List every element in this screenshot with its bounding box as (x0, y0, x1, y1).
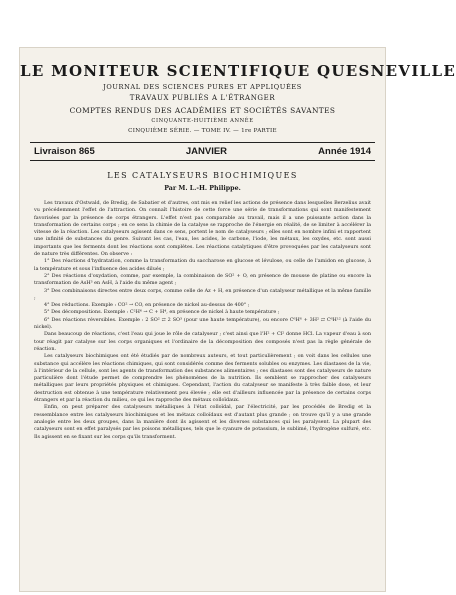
paragraph: 2° Des réactions d'oxydation, comme, par exemple, la combinaison de SO² + O, en présence de mousse de platine ou encore la transformation de AsH³ en AsH, à l'aide du même agent ; (34, 272, 371, 287)
issue-month: JANVIER (185, 146, 228, 157)
journal-title: LE MONITEUR SCIENTIFIQUE QUESNEVILLE (20, 62, 456, 80)
issue-info-bar (20, 143, 385, 160)
masthead (20, 48, 456, 134)
paragraph: 6° Des réactions réversibles. Exemple : 2 SO² ⇄ 2 SO³ (pour une haute température), ou encore C⁶H⁶ + 3H² ⇄ C⁶H¹² (à l'aide du nickel). (34, 316, 371, 331)
journal-year-line: CINQUANTE-HUITIÈME ANNÉE (151, 118, 254, 124)
divider-bottom (30, 160, 375, 161)
paragraph: 5° Des décompositions. Exemple : C²H⁶ → C + H⁴, en présence de nickel à haute température ; (44, 309, 280, 316)
paragraph: 4° Des réductions. Exemple : CO² → CO, en présence de nickel au-dessus de 400° ; (44, 302, 250, 309)
issue-year: Année 1914 (318, 146, 371, 157)
paragraph: Enfin, on peut préparer des catalyseurs métalliques à l'état colloïdal, par l'électricité, par les procédés de Bredig et la ressemblance entre les catalyseurs biochimiques et les métaux colloïdaux est d'autant plus grande ; on trouve qu'il y a une grande analogie entre les deux groupes, dans la manière dont ils agissent et les diverses substances qui les paralysent. La plupart des catalyseurs sont en effet paralysés par les poisons métalliques, tels que le cyanure de potassium, le sublimé, l'hydrogène sulfuré, etc. Ils agissent en se fixant sur les corps qu'ils transforment. (34, 404, 371, 440)
paragraph: Les travaux d'Ostwald, de Bredig, de Sabatier et d'autres, ont mis en relief les actions de présence dans lesquelles Berzelius avait vu précédemment l'effet de l'attraction. On connaît l'histoire de cette force une série de transformations qui sont manifestement favorisées par la présence de corps étrangers. L'effet n'est pas comparable au travail, mais il a une puissante action dans la transformation de certains corps ; en ce sens la chimie de la catalyse se rapproche de l'énergie en réalité, de se limiter à accélérer la vitesse de la réaction. Les catalyseurs agissent dans ce sens, portent le nom de catalyseurs ; elles sont en nombre infini et rapportent une infinité de substances du genre. Suivant les cas, l'eau, les acides, le carbone, l'iode, les métaux, les oxydes, etc. sont aussi importants que les ferments dont les réactions sont complètes. Les réactions catalytiques d'être provoquées par les catalyseurs sont de nature très différentes. On observe : (34, 200, 371, 258)
paragraph: 3° Des combinaisons directes entre deux corps, comme celle de Az + H, en présence d'un catalyseur métallique et la même famille ; (34, 287, 371, 301)
issue-number: Livraison 865 (34, 146, 95, 157)
journal-subtitle: JOURNAL DES SCIENCES PURES ET APPLIQUÉES (103, 83, 302, 91)
journal-series-line: CINQUIÈME SÉRIE. — TOME IV. — 1re PARTIE (128, 128, 277, 134)
journal-subtitle-2: TRAVAUX PUBLIÉS A L'ÉTRANGER (129, 94, 276, 102)
journal-subtitle-3: COMPTES RENDUS DES ACADÉMIES ET SOCIÉTÉS SAVANTES (69, 106, 336, 115)
article-author: Par M. L.-H. Philippe. (164, 185, 241, 192)
paragraph: Les catalyseurs biochimiques ont été étudiés par de nombreux auteurs, et tout particulièrement ; on voit dans les cellules une substance qui accélère les réactions chimiques, qui sont considérés comme des ferments solubles ou enzymes. Les diastases de la vie, à l'intérieur de la cellule, sont les agents de transformation des substances alimentaires ; ces diastases sont des catalyseurs de nature particulière dont l'étude permet de comprendre les phénomènes de la nutrition. Ils semblent se rapprocher des catalyseurs métalliques par leurs propriétés physiques et chimiques. Cependant, l'action du catalyseur se manifeste à très faible dose, et leur destruction est obtenue à une température relativement peu élevée ; elle est d'ailleurs influencée par la présence de certains corps étrangers et par la réaction du milieu, ce qui les rapproche des métaux colloïdaux. (34, 353, 371, 404)
paragraph: Dans beaucoup de réactions, c'est l'eau qui joue le rôle de catalyseur ; c'est ainsi que l'H² + Cl² donne HCl. La vapeur d'eau à son tour réagit par catalyse sur les corps organiques et l'ordinaire de la décomposition des composés n'est pas la règle générale de réaction. (34, 331, 371, 352)
paragraph: 1° Des réactions d'hydratation, comme la transformation du saccharose en glucose et lévulose, ou celle de l'amidon en glucose, à la température et sous l'influence des acides dilués ; (34, 258, 371, 272)
article-title: LES CATALYSEURS BIOCHIMIQUES (107, 171, 298, 180)
journal-page (20, 48, 456, 591)
article-body (20, 192, 385, 441)
